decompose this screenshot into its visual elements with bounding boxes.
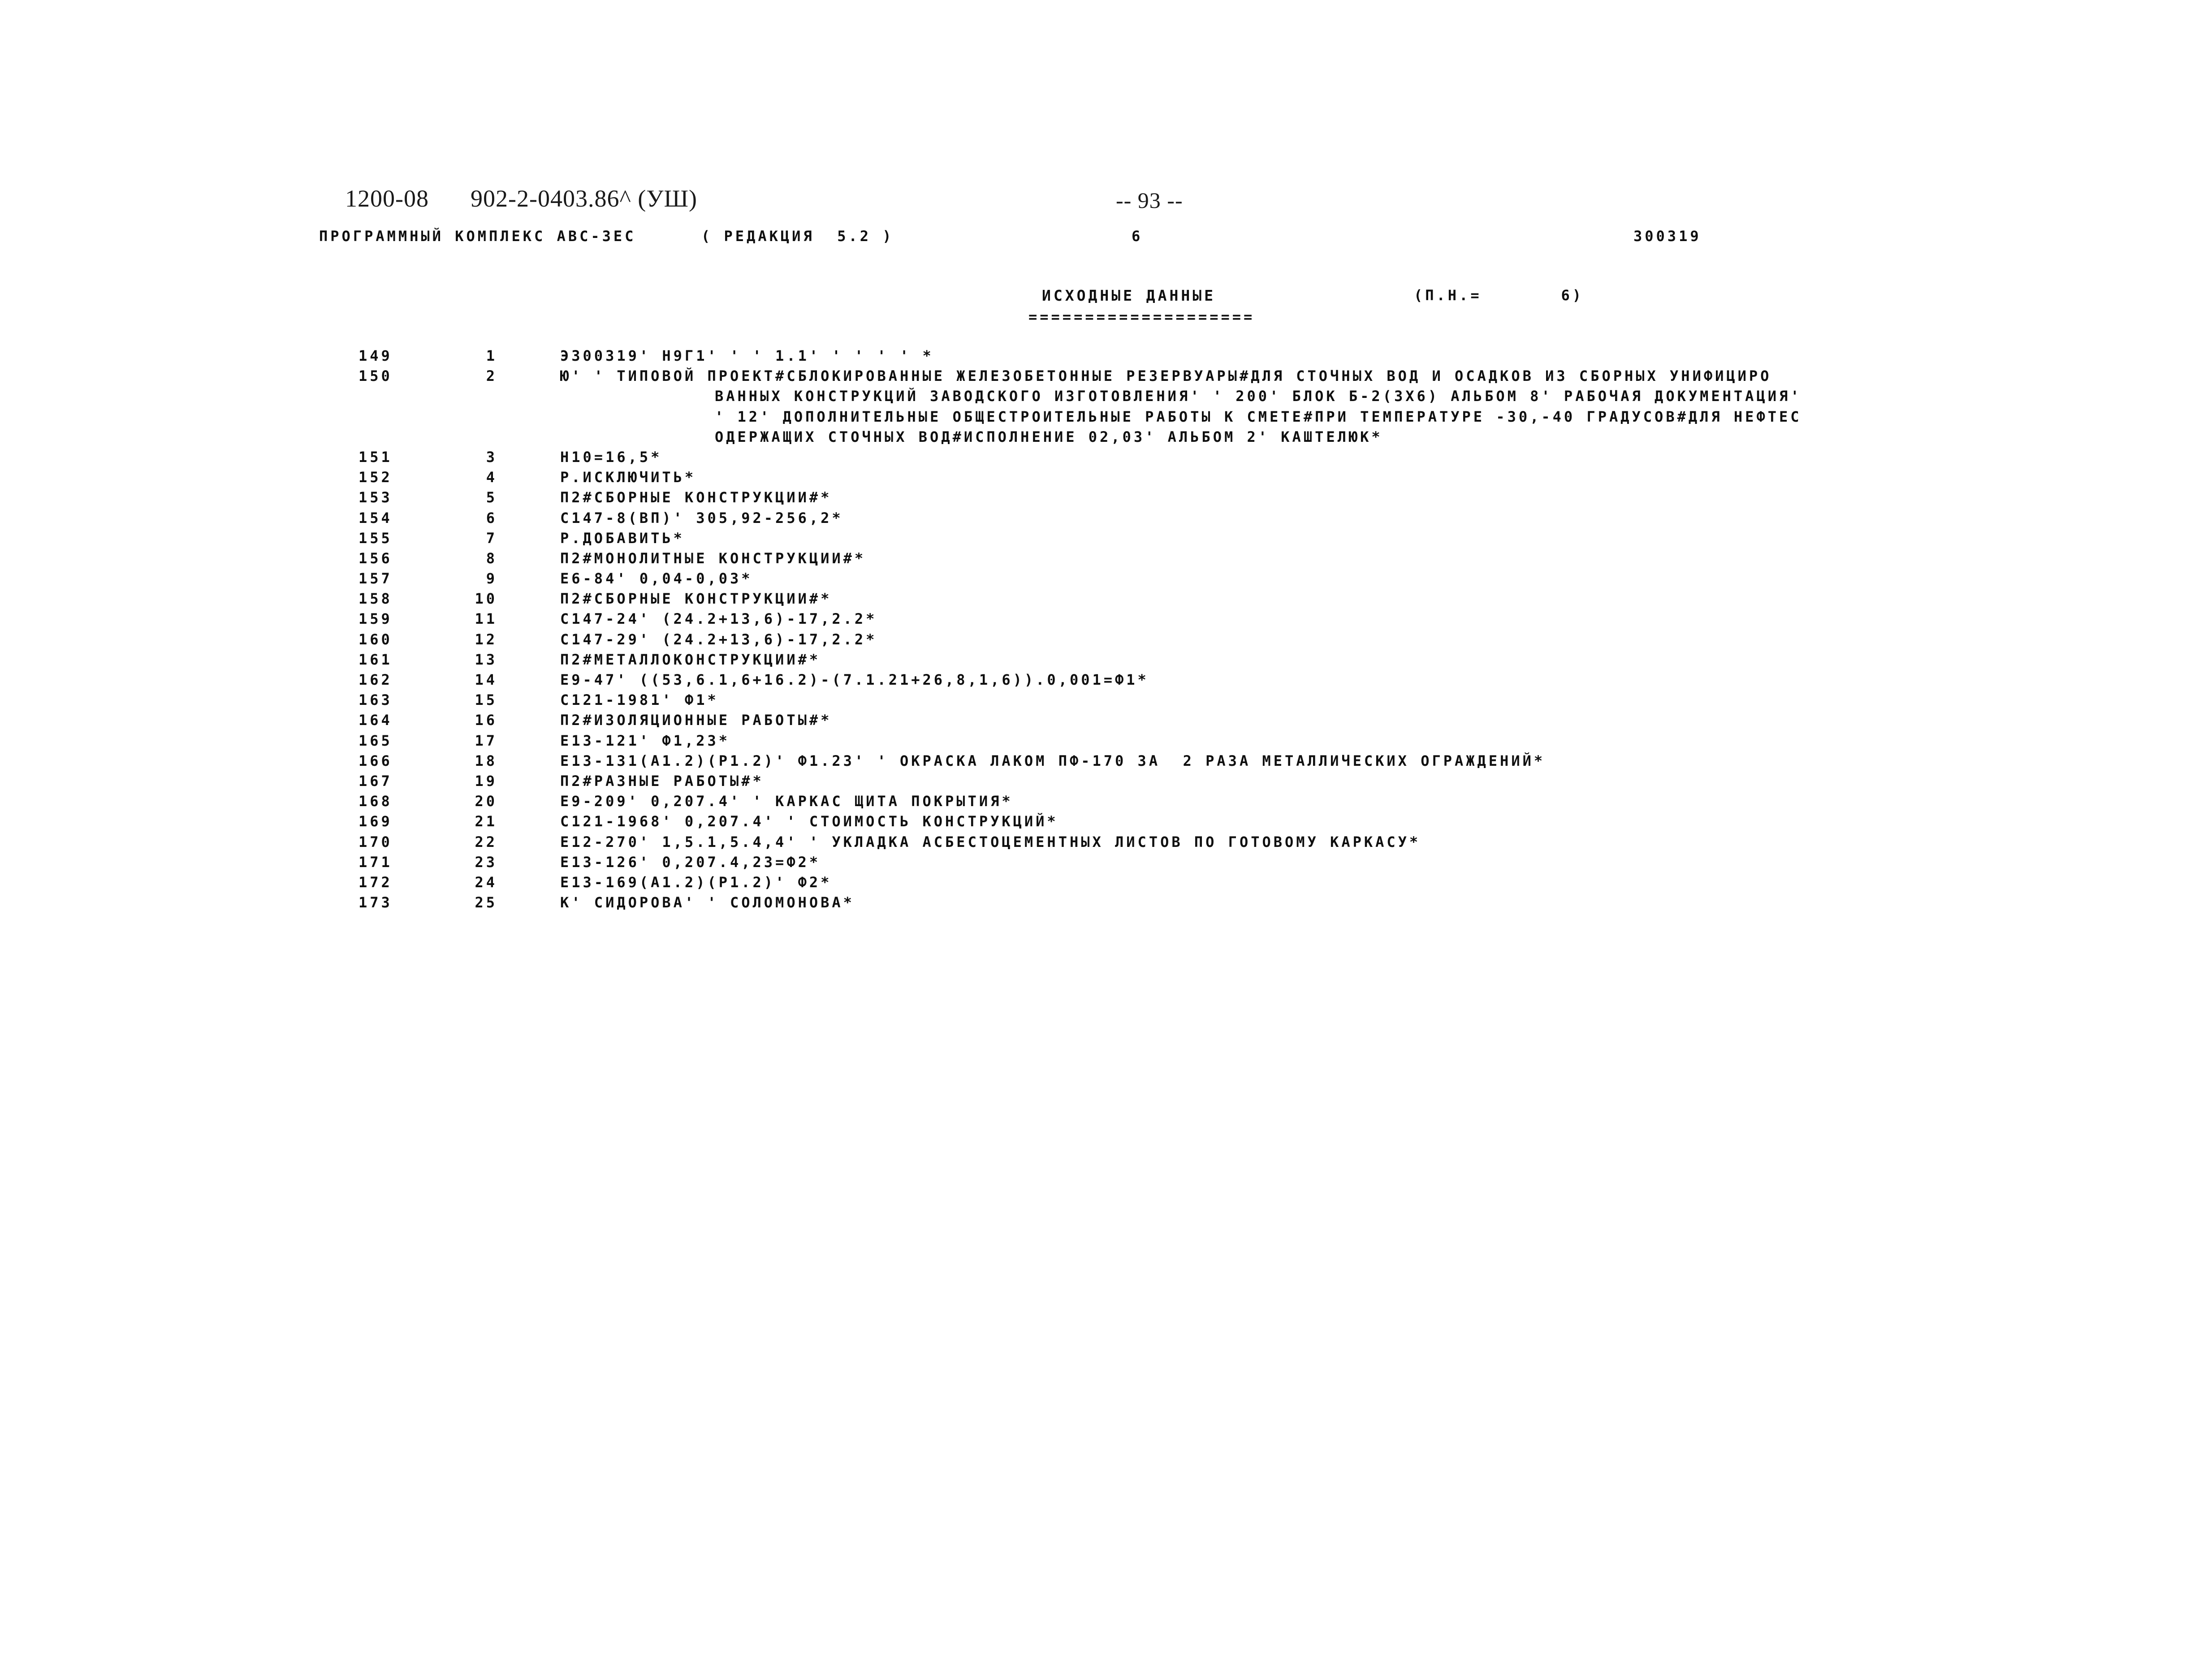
- row-text: Е13-169(А1.2)(Р1.2)' Ф2*: [560, 873, 832, 891]
- listing-row: [0, 630, 2212, 650]
- row-sequence: 23: [475, 853, 497, 871]
- row-number: 164: [359, 712, 393, 729]
- row-sequence: 22: [475, 833, 497, 850]
- row-number: 173: [359, 894, 393, 911]
- row-text: С147-8(ВП)' 305,92-256,2*: [560, 509, 843, 527]
- row-number: 171: [359, 853, 393, 871]
- row-text: Е13-131(А1.2)(Р1.2)' Ф1.23' ' ОКРАСКА ЛАКОМ ПФ-170 ЗА 2 РАЗА МЕТАЛЛИЧЕСКИХ ОГРАЖДЕНИЙ*: [560, 752, 1546, 769]
- row-number: 153: [359, 489, 393, 506]
- row-text: С121-1968' 0,207.4' ' СТОИМОСТЬ КОНСТРУКЦИЙ*: [560, 813, 1058, 830]
- row-text: П2#ИЗОЛЯЦИОННЫЕ РАБОТЫ#*: [560, 712, 832, 729]
- row-number: 156: [359, 549, 393, 567]
- listing-row: [0, 872, 2212, 893]
- row-number: 162: [359, 671, 393, 688]
- row-number: 157: [359, 570, 393, 587]
- row-sequence: 7: [486, 529, 497, 547]
- row-number: 154: [359, 509, 393, 527]
- listing-row: [0, 771, 2212, 791]
- listing-row: [0, 589, 2212, 609]
- listing-row: [0, 569, 2212, 589]
- row-text: Э300319' Н9Г1' ' ' 1.1' ' ' ' ' *: [560, 347, 934, 364]
- row-text-continuation: ОДЕРЖАЩИХ СТОЧНЫХ ВОД#ИСПОЛНЕНИЕ 02,03' АЛЬБОМ 2' КАШТЕЛЮК*: [715, 428, 1383, 445]
- row-text: С147-29' (24.2+13,6)-17,2.2*: [560, 630, 877, 648]
- row-sequence: 10: [475, 590, 497, 608]
- stamp-page-mark: -- 93 --: [1116, 188, 1183, 213]
- listing-row: [0, 467, 2212, 488]
- row-sequence: 13: [475, 651, 497, 668]
- row-number: 155: [359, 529, 393, 547]
- row-sequence: 18: [475, 752, 497, 769]
- row-text: Е6-84' 0,04-0,03*: [560, 570, 753, 587]
- row-sequence: 2: [486, 367, 497, 385]
- section-title: ИСХОДНЫЕ ДАННЫЕ: [1042, 287, 1216, 304]
- row-number: 169: [359, 813, 393, 830]
- row-sequence: 16: [475, 712, 497, 729]
- row-sequence: 25: [475, 894, 497, 911]
- row-text-continuation: ВАННЫХ КОНСТРУКЦИЙ ЗАВОДСКОГО ИЗГОТОВЛЕНИЯ' ' 200' БЛОК Б-2(3X6) АЛЬБОМ 8' РАБОЧАЯ ДОКУМЕНТАЦИЯ': [715, 388, 1802, 405]
- listing-row-continuation: [0, 386, 2212, 406]
- listing-row: [0, 528, 2212, 548]
- listing-row: [0, 609, 2212, 629]
- row-text: Е9-47' ((53,6.1,6+16.2)-(7.1.21+26,8,1,6)).0,001=Ф1*: [560, 671, 1149, 688]
- row-number: 150: [359, 367, 393, 385]
- row-sequence: 14: [475, 671, 497, 688]
- row-text: П2#РАЗНЫЕ РАБОТЫ#*: [560, 772, 764, 790]
- row-text: Ю' ' ТИПОВОЙ ПРОЕКТ#СБЛОКИРОВАННЫЕ ЖЕЛЕЗОБЕТОННЫЕ РЕЗЕРВУАРЫ#ДЛЯ СТОЧНЫХ ВОД И ОСАДКОВ ИЗ СБОРНЫХ УНИФИЦИРО: [560, 367, 1772, 385]
- row-number: 149: [359, 347, 393, 364]
- listing-row: [0, 710, 2212, 730]
- row-number: 160: [359, 630, 393, 648]
- row-number: 161: [359, 651, 393, 668]
- row-text: П2#СБОРНЫЕ КОНСТРУКЦИИ#*: [560, 489, 832, 506]
- row-sequence: 9: [486, 570, 497, 587]
- listing-row: [0, 447, 2212, 467]
- data-listing: [0, 346, 2212, 913]
- row-number: 159: [359, 610, 393, 628]
- listing-row: [0, 893, 2212, 913]
- listing-row: [0, 488, 2212, 508]
- listing-row: [0, 791, 2212, 812]
- row-number: 167: [359, 772, 393, 790]
- row-sequence: 8: [486, 549, 497, 567]
- row-text: Р.ДОБАВИТЬ*: [560, 529, 685, 547]
- listing-row: [0, 731, 2212, 751]
- stamp-doc-code: 902-2-0403.86^ (УШ): [471, 185, 697, 212]
- row-text: П2#СБОРНЫЕ КОНСТРУКЦИИ#*: [560, 590, 832, 608]
- listing-row: [0, 366, 2212, 386]
- row-sequence: 15: [475, 691, 497, 709]
- listing-row: [0, 751, 2212, 771]
- row-text: Е9-209' 0,207.4' ' КАРКАС ЩИТА ПОКРЫТИЯ*: [560, 793, 1013, 810]
- row-text: П2#МОНОЛИТНЫЕ КОНСТРУКЦИИ#*: [560, 549, 866, 567]
- row-sequence: 19: [475, 772, 497, 790]
- row-number: 151: [359, 448, 393, 466]
- row-number: 168: [359, 793, 393, 810]
- row-text: Н10=16,5*: [560, 448, 662, 466]
- row-number: 172: [359, 873, 393, 891]
- row-sequence: 17: [475, 732, 497, 749]
- row-sequence: 5: [486, 489, 497, 506]
- row-sequence: 24: [475, 873, 497, 891]
- row-sequence: 12: [475, 630, 497, 648]
- row-text: Е12-270' 1,5.1,5.4,4' ' УКЛАДКА АСБЕСТОЦЕМЕНТНЫХ ЛИСТОВ ПО ГОТОВОМУ КАРКАСУ*: [560, 833, 1421, 850]
- row-number: 165: [359, 732, 393, 749]
- listing-row: [0, 812, 2212, 832]
- header-edition: ( РЕДАКЦИЯ 5.2 ): [701, 228, 894, 245]
- listing-row-continuation: [0, 407, 2212, 427]
- row-number: 152: [359, 469, 393, 486]
- row-text: С147-24' (24.2+13,6)-17,2.2*: [560, 610, 877, 628]
- listing-row: [0, 548, 2212, 569]
- row-sequence: 11: [475, 610, 497, 628]
- row-sequence: 21: [475, 813, 497, 830]
- stamp-left-code: 1200-08: [345, 185, 429, 212]
- listing-row: [0, 650, 2212, 670]
- row-text: Е13-121' Ф1,23*: [560, 732, 730, 749]
- row-number: 166: [359, 752, 393, 769]
- row-number: 170: [359, 833, 393, 850]
- header-code: 300319: [1633, 228, 1702, 245]
- row-number: 163: [359, 691, 393, 709]
- listing-row-continuation: [0, 427, 2212, 447]
- row-text: Р.ИСКЛЮЧИТЬ*: [560, 469, 696, 486]
- section-page-ref: (П.Н.= 6): [1414, 287, 1584, 304]
- row-text: С121-1981' Ф1*: [560, 691, 719, 709]
- listing-row: [0, 346, 2212, 366]
- listing-row: [0, 508, 2212, 528]
- listing-row: [0, 832, 2212, 852]
- row-sequence: 1: [486, 347, 497, 364]
- row-sequence: 3: [486, 448, 497, 466]
- header-program: ПРОГРАММНЫЙ КОМПЛЕКС АВС-ЗЕС: [319, 228, 636, 245]
- listing-row: [0, 852, 2212, 872]
- listing-row: [0, 690, 2212, 710]
- header-sheet: 6: [1132, 228, 1143, 245]
- row-number: 158: [359, 590, 393, 608]
- row-text: Е13-126' 0,207.4,23=Ф2*: [560, 853, 821, 871]
- row-sequence: 4: [486, 469, 497, 486]
- listing-row: [0, 670, 2212, 690]
- row-sequence: 20: [475, 793, 497, 810]
- row-text: К' СИДОРОВА' ' СОЛОМОНОВА*: [560, 894, 855, 911]
- row-sequence: 6: [486, 509, 497, 527]
- section-underline: ====================: [1028, 308, 1255, 325]
- row-text-continuation: ' 12' ДОПОЛНИТЕЛЬНЫЕ ОБЩЕСТРОИТЕЛЬНЫЕ РАБОТЫ К СМЕТЕ#ПРИ ТЕМПЕРАТУРЕ -30,-40 ГРАДУСОВ#ДЛЯ НЕФТЕС: [715, 408, 1802, 425]
- row-text: П2#МЕТАЛЛОКОНСТРУКЦИИ#*: [560, 651, 821, 668]
